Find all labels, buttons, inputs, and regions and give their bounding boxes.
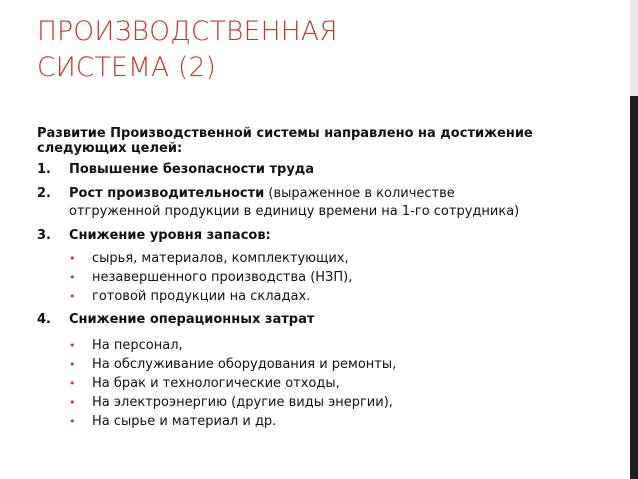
- goal-4-subitems: [69, 336, 597, 431]
- subitem-text: готовой продукции на складах.: [92, 289, 311, 304]
- goal-label: Снижение операционных затрат: [69, 312, 315, 327]
- goal-number: 4.: [37, 312, 51, 327]
- subitem-text: На сырье и материал и др.: [92, 414, 277, 429]
- list-item: [69, 374, 597, 393]
- list-item: [69, 412, 597, 431]
- bullet-icon: •: [69, 339, 76, 352]
- goal-3-subitems: [69, 249, 597, 306]
- subitem-text: На персонал,: [92, 338, 183, 353]
- subitem-text: На брак и технологические отходы,: [92, 376, 340, 391]
- intro-line-2: следующих целей:: [37, 141, 183, 156]
- list-item: [69, 249, 597, 268]
- intro-line-1: Развитие Производственной системы направлено на достижение: [37, 126, 533, 141]
- bullet-icon: •: [69, 290, 76, 303]
- list-item: [69, 336, 597, 355]
- intro-text: [37, 126, 597, 156]
- goal-item-3: [37, 228, 597, 243]
- bullet-icon: •: [69, 358, 76, 371]
- slide-side-bar-dark-segment: [630, 96, 638, 479]
- goal-item-1: [37, 162, 597, 177]
- subitem-text: На обслуживание оборудования и ремонты,: [92, 357, 397, 372]
- slide-title: [37, 14, 577, 86]
- bullet-icon: •: [69, 415, 76, 428]
- goal-label: Рост производительности: [69, 186, 265, 201]
- bullet-icon: •: [69, 377, 76, 390]
- list-item: [69, 287, 597, 306]
- goal-number: 2.: [37, 186, 51, 201]
- list-item: [69, 355, 597, 374]
- list-item: [69, 268, 597, 287]
- goal-label: Повышение безопасности труда: [69, 162, 315, 177]
- bullet-icon: •: [69, 271, 76, 284]
- slide-side-bar: [630, 0, 638, 479]
- goal-number: 1.: [37, 162, 51, 177]
- subitem-text: сырья, материалов, комплектующих,: [92, 251, 349, 266]
- bullet-icon: •: [69, 252, 76, 265]
- goal-detail-1: (выраженное в количестве: [264, 186, 455, 201]
- subitem-text: На электроэнергию (другие виды энергии),: [92, 395, 393, 410]
- goal-label: Снижение уровня запасов:: [69, 228, 271, 243]
- goal-number: 3.: [37, 228, 51, 243]
- slide-title-line-2: СИСТЕМА (2): [37, 52, 217, 83]
- slide-title-line-1: ПРОИЗВОДСТВЕННАЯ: [37, 16, 338, 47]
- goal-item-2: [37, 186, 597, 219]
- slide-content: [37, 126, 597, 431]
- goal-item-4: [37, 312, 597, 327]
- goal-detail-2: отгруженной продукции в единицу времени на 1-го сотрудника): [69, 204, 520, 219]
- bullet-icon: •: [69, 396, 76, 409]
- list-item: [69, 393, 597, 412]
- subitem-text: незавершенного производства (НЗП),: [92, 270, 353, 285]
